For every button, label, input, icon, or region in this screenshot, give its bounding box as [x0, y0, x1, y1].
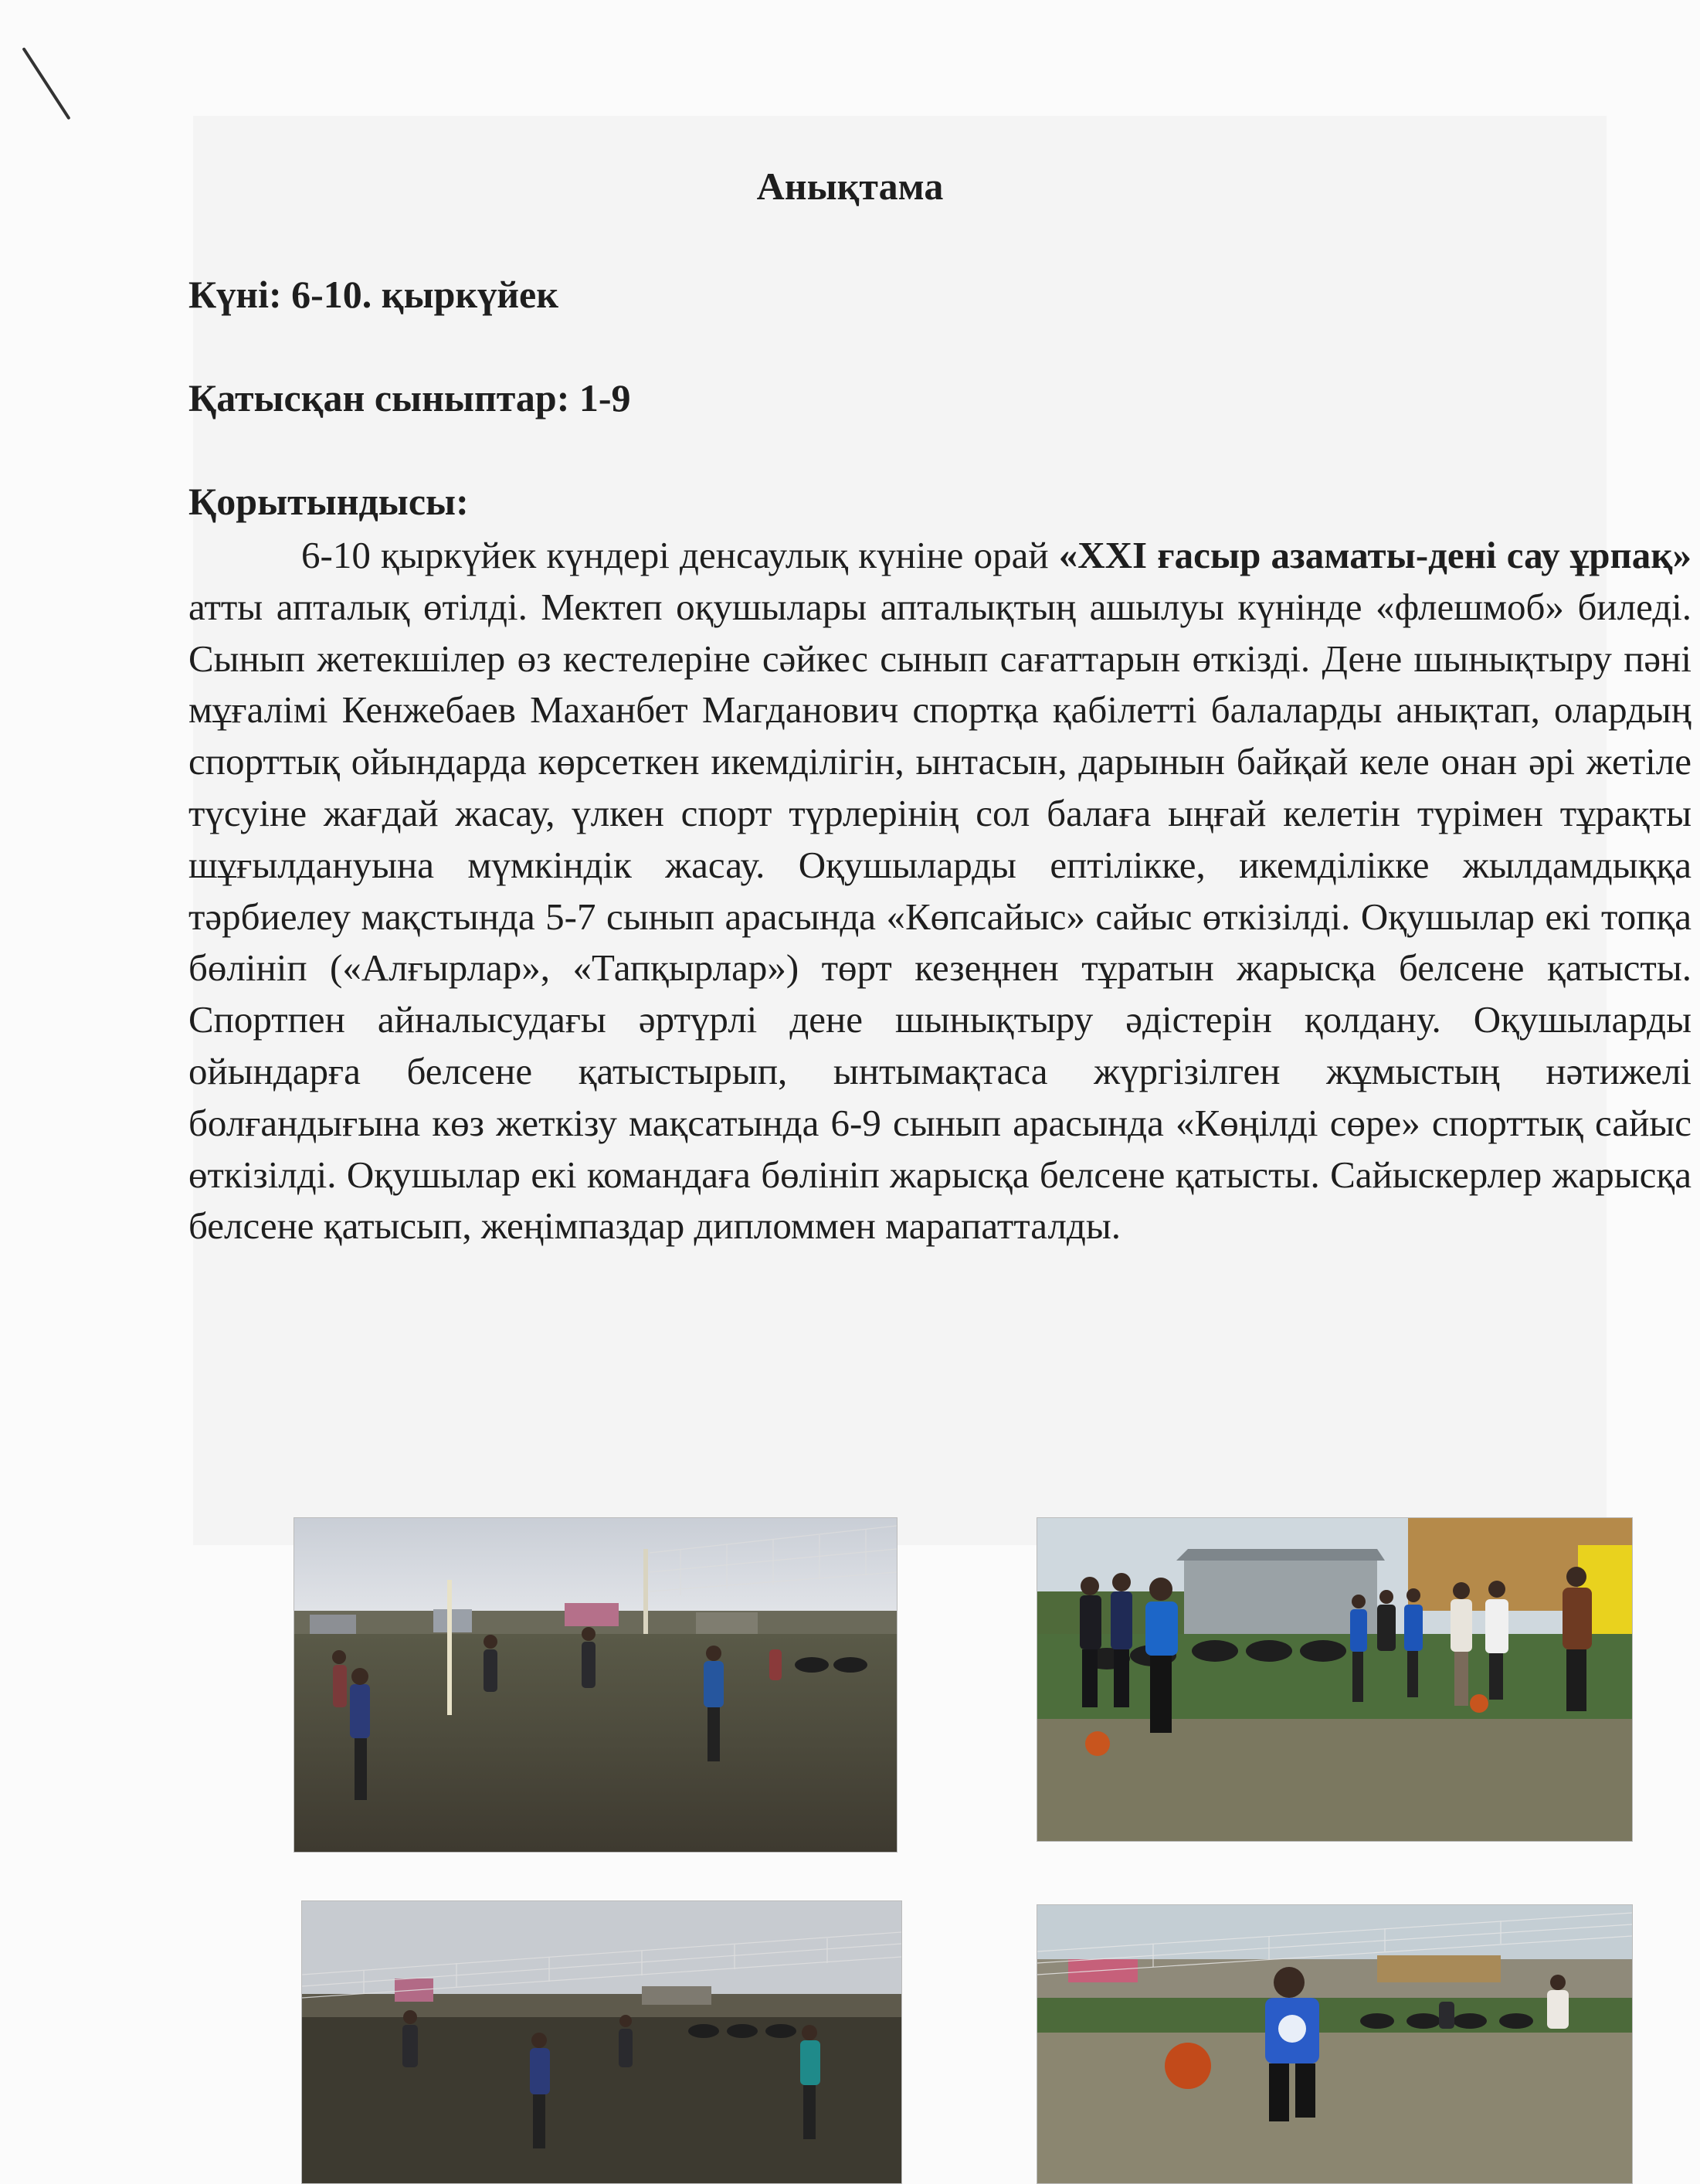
volleyball-net-photo — [301, 1900, 902, 2184]
result-label: Қорытындысы: — [188, 480, 469, 523]
volleyball-field-photo — [294, 1517, 898, 1853]
paragraph-body: атты апталық өтілді. Мектеп оқушылары апталықтың ашылуы күнінде «флешмоб» биледі. Сынып жетекшілер өз кестелеріне сәйкес сынып сағаттарын өткізді. Дене шынықтыру пәні мұғалімі Кенжебаев Маханбет Магданович спортқа қабілетті балаларды анықтап, олардың спорттық ойындарда көрсеткен икемділігін, ынтасын, дарынын байқай келе онан әрі жетіле түсуіне жағдай жасау, үлкен спорт түрлерінің сол балаға ыңғай келетін түрімен тұрақты шұғылдануына мүмкіндік жасау. Оқушыларды ептілікке, икемділікке жылдамдыққа тәрбиелеу мақстында 5-7 сынып арасында «Көпсайыс» сайыс өткізілді. Оқушылар екі топқа бөлініп («Алғырлар», «Тапқырлар») төрт кезеңнен тұратын жарысқа белсене қатысты. Спортпен айналысудағы әртүрлі дене шынықтыру әдістерін қолдану. Оқушыларды ойындарға белсене қатыстырып, ынтымақтаса жүргізілген жұмыстың нәтижелі болғандығына көз жеткізу мақсатында 6-9 сынып арасында «Көңілді сөре» спорттық сайыс өткізілді. Оқушылар екі командаға бөлініп жарысқа белсене қатысты. Сайыскерлер жарысқа белсене қатысып, жеңімпаздар дипломмен марапатталды. — [188, 585, 1692, 1248]
document-title: Анықтама — [756, 165, 944, 208]
date-line: Күні: 6-10. қыркүйек — [188, 273, 559, 316]
paragraph-intro: 6-10 қыркүйек күндері денсаулық күніне орай — [301, 534, 1059, 576]
classes-line: Қатысқан сыныптар: 1-9 — [188, 376, 631, 419]
event-name: «XXI ғасыр азаматы-дені сау ұрпақ» — [1058, 534, 1692, 576]
boy-with-ball-photo — [1037, 1904, 1633, 2184]
result-paragraph — [188, 530, 1692, 1252]
team-with-balls-photo — [1037, 1517, 1633, 1842]
pen-mark — [22, 47, 70, 120]
